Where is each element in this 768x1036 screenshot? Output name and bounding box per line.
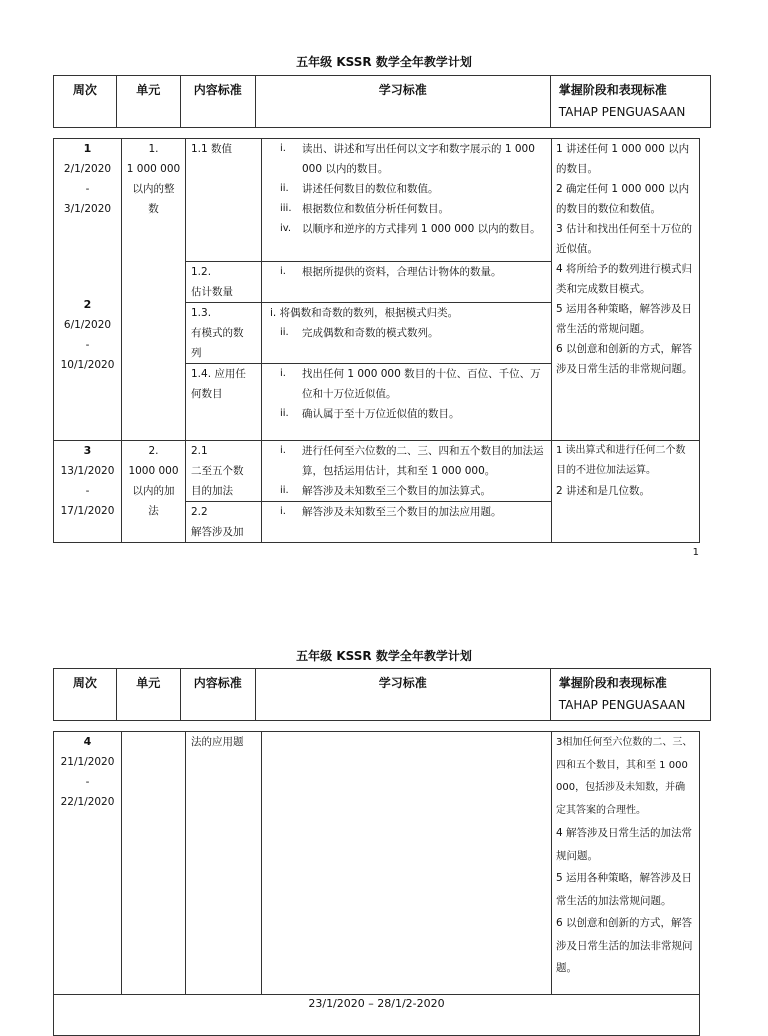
learning-list <box>266 139 547 239</box>
content-line: 目的加法 <box>191 485 233 497</box>
week-date-dash: - <box>85 339 90 351</box>
list-item <box>266 179 547 199</box>
learning-list <box>266 262 547 282</box>
content-line: 二至五个数 <box>191 465 244 477</box>
unit-line: 法 <box>148 505 159 517</box>
roman-numeral: i. <box>280 266 286 277</box>
mastery-item: 2 确定任何 1 000 000 以内的数目的数位和数值。 <box>556 183 690 215</box>
content-line: 1.1 数值 <box>191 143 233 155</box>
roman-numeral: i. <box>280 506 286 517</box>
unit-line: 1000 000 <box>128 465 179 477</box>
week-date-from: 2/1/2020 <box>63 163 112 175</box>
learning-text: 完成偶数和奇数的模式数列。 <box>302 327 439 339</box>
learning-standard-cell <box>262 303 552 364</box>
roman-numeral: i. <box>280 445 286 456</box>
learning-text: 确认属于至十万位近似值的数目。 <box>302 408 460 420</box>
unit-line: 1 000 000 <box>126 163 181 175</box>
content-line: 法的应用题 <box>191 736 244 748</box>
learning-text: 根据所提供的资料，合理估计物体的数量。 <box>302 266 502 278</box>
week-cell <box>54 139 122 441</box>
list-item <box>266 323 547 343</box>
learning-text: i. 将偶数和奇数的数列，根据模式归类。 <box>270 307 459 319</box>
week-date-dash: - <box>85 485 90 497</box>
week-date-from: 21/1/2020 <box>60 756 115 768</box>
content-line: 1.3. <box>191 307 212 319</box>
learning-text: 进行任何至六位数的二、三、四和五个数目的加法运算，包括运用估计，其和至 1 000 000。 <box>302 445 544 477</box>
header-week: 周次 <box>54 669 117 721</box>
header-mastery-line2: TAHAP PENGUASAAN <box>558 105 686 119</box>
roman-numeral: ii. <box>280 408 289 419</box>
list-item <box>266 502 547 522</box>
week-date-to: 17/1/2020 <box>60 505 115 517</box>
roman-numeral: i. <box>280 143 286 154</box>
unit-line: 1. <box>148 143 159 155</box>
roman-numeral: i. <box>280 368 286 379</box>
header-unit: 单元 <box>116 76 180 128</box>
header-content-standard: 内容标准 <box>180 669 255 721</box>
roman-numeral: ii. <box>280 485 289 496</box>
header-table-1 <box>53 75 711 128</box>
document-title: 五年级 KSSR 数学全年教学计划 <box>296 55 472 69</box>
table-row <box>54 139 700 262</box>
mastery-item: 5 运用各种策略，解答涉及日常生活的加法常规问题。 <box>556 872 693 907</box>
roman-numeral: ii. <box>280 327 289 338</box>
learning-standard-cell <box>262 364 552 441</box>
content-line: 有模式的数 <box>191 327 244 339</box>
learning-list <box>266 502 547 522</box>
content-standard-cell <box>186 364 262 441</box>
learning-standard-cell <box>262 502 552 543</box>
mastery-cell <box>552 732 700 995</box>
content-line: 1.2. <box>191 266 212 278</box>
learning-standard-cell <box>262 441 552 502</box>
week-cell <box>54 732 122 995</box>
week-date-to: 3/1/2020 <box>63 203 112 215</box>
mastery-item: 4 将所给予的数列进行模式归类和完成数目模式。 <box>556 263 693 295</box>
unit-cell <box>122 441 186 543</box>
header-mastery <box>550 76 710 128</box>
list-item <box>266 139 547 179</box>
list-item <box>266 441 547 481</box>
content-standard-cell <box>186 732 262 995</box>
week-date-to: 22/1/2020 <box>60 796 115 808</box>
learning-list <box>266 364 547 424</box>
plan-table-1 <box>53 138 700 543</box>
list-item <box>266 481 547 501</box>
roman-numeral: ii. <box>280 183 289 194</box>
document-title: 五年级 KSSR 数学全年教学计划 <box>296 649 472 663</box>
list-item <box>266 404 547 424</box>
roman-numeral: iii. <box>280 203 292 214</box>
mastery-item: 1 讲述任何 1 000 000 以内的数目。 <box>556 143 690 175</box>
content-line: 估计数量 <box>191 286 233 298</box>
holiday-dates-cell <box>54 995 700 1036</box>
mastery-item: 6 以创意和创新的方式，解答涉及日常生活的非常规问题。 <box>556 343 693 375</box>
learning-text: 解答涉及未知数至三个数目的加法算式。 <box>302 485 491 497</box>
learning-text: 以顺序和逆序的方式排列 1 000 000 以内的数目。 <box>302 223 541 235</box>
learning-standard-cell <box>262 262 552 303</box>
content-standard-cell <box>186 262 262 303</box>
mastery-item: 4 解答涉及日常生活的加法常规问题。 <box>556 827 693 862</box>
content-line: 何数目 <box>191 388 223 400</box>
unit-line: 以内的加 <box>132 485 175 497</box>
learning-standard-cell <box>262 139 552 262</box>
week-number: 3 <box>83 444 92 457</box>
learning-list <box>266 441 547 501</box>
content-line: 1.4. 应用任 <box>191 368 246 380</box>
content-line: 2.1 <box>191 445 208 457</box>
table-row <box>54 995 700 1036</box>
learning-text: 解答涉及未知数至三个数目的加法应用题。 <box>302 506 502 518</box>
week-date-dash: - <box>85 183 90 195</box>
header-mastery-line1: 掌握阶段和表现标准 <box>558 676 667 690</box>
list-item <box>266 219 547 239</box>
mastery-item: 3 估计和找出任何至十万位的近似值。 <box>556 223 693 255</box>
mastery-cell <box>552 441 700 543</box>
table-row <box>54 441 700 502</box>
unit-line: 2. <box>148 445 159 457</box>
content-line: 解答涉及加 <box>191 526 244 538</box>
week-number: 1 <box>83 142 92 155</box>
list-item <box>266 199 547 219</box>
list-item <box>266 262 547 282</box>
learning-standard-cell <box>262 732 552 995</box>
holiday-dates: 23/1/2020 – 28/1/2-2020 <box>308 997 445 1010</box>
header-mastery-line2: TAHAP PENGUASAAN <box>558 698 686 712</box>
unit-line: 数 <box>148 203 159 215</box>
learning-text: 讲述任何数目的数位和数值。 <box>302 183 439 195</box>
content-line: 列 <box>191 347 202 359</box>
learning-text: 找出任何 1 000 000 数目的十位、百位、千位、万位和十万位近似值。 <box>302 368 541 400</box>
unit-line: 以内的整 <box>132 183 175 195</box>
learning-text: 读出、讲述和写出任何以文字和数字展示的 1 000 000 以内的数目。 <box>302 143 535 175</box>
page-number: 1 <box>692 547 699 558</box>
week-number: 4 <box>83 735 92 748</box>
header-table-2 <box>53 668 711 721</box>
content-standard-cell <box>186 139 262 262</box>
header-learning-standard: 学习标准 <box>255 76 550 128</box>
content-line: 2.2 <box>191 506 208 518</box>
header-mastery <box>550 669 710 721</box>
mastery-item: 1 读出算式和进行任何二个数目的不进位加法运算。 <box>556 445 686 476</box>
unit-cell <box>122 732 186 995</box>
header-learning-standard: 学习标准 <box>255 669 550 721</box>
learning-text: 根据数位和数值分析任何数目。 <box>302 203 449 215</box>
mastery-item: 5 运用各种策略，解答涉及日常生活的常规问题。 <box>556 303 693 335</box>
content-standard-cell <box>186 441 262 502</box>
week-date-to: 10/1/2020 <box>60 359 115 371</box>
header-content-standard: 内容标准 <box>180 76 255 128</box>
content-standard-cell <box>186 303 262 364</box>
header-week: 周次 <box>54 76 117 128</box>
unit-cell <box>122 139 186 441</box>
week-number: 2 <box>83 298 92 311</box>
mastery-item: 6 以创意和创新的方式，解答涉及日常生活的加法非常规问题。 <box>556 917 693 974</box>
header-unit: 单元 <box>116 669 180 721</box>
week-date-dash: - <box>85 776 90 788</box>
table-row <box>54 732 700 995</box>
mastery-item: 2 讲述和是几位数。 <box>556 485 651 497</box>
mastery-cell <box>552 139 700 441</box>
content-standard-cell <box>186 502 262 543</box>
list-item <box>266 364 547 404</box>
header-mastery-line1: 掌握阶段和表现标准 <box>558 83 667 97</box>
week-date-from: 6/1/2020 <box>63 319 112 331</box>
week-date-from: 13/1/2020 <box>60 465 115 477</box>
learning-list <box>266 323 547 343</box>
mastery-item: 3相加任何至六位数的二、三、四和五个数目，其和至 1 000 000，包括涉及未知数，并确定其答案的合理性。 <box>556 737 693 816</box>
plan-table-2 <box>53 731 700 1036</box>
roman-numeral: iv. <box>280 223 292 234</box>
week-cell <box>54 441 122 543</box>
